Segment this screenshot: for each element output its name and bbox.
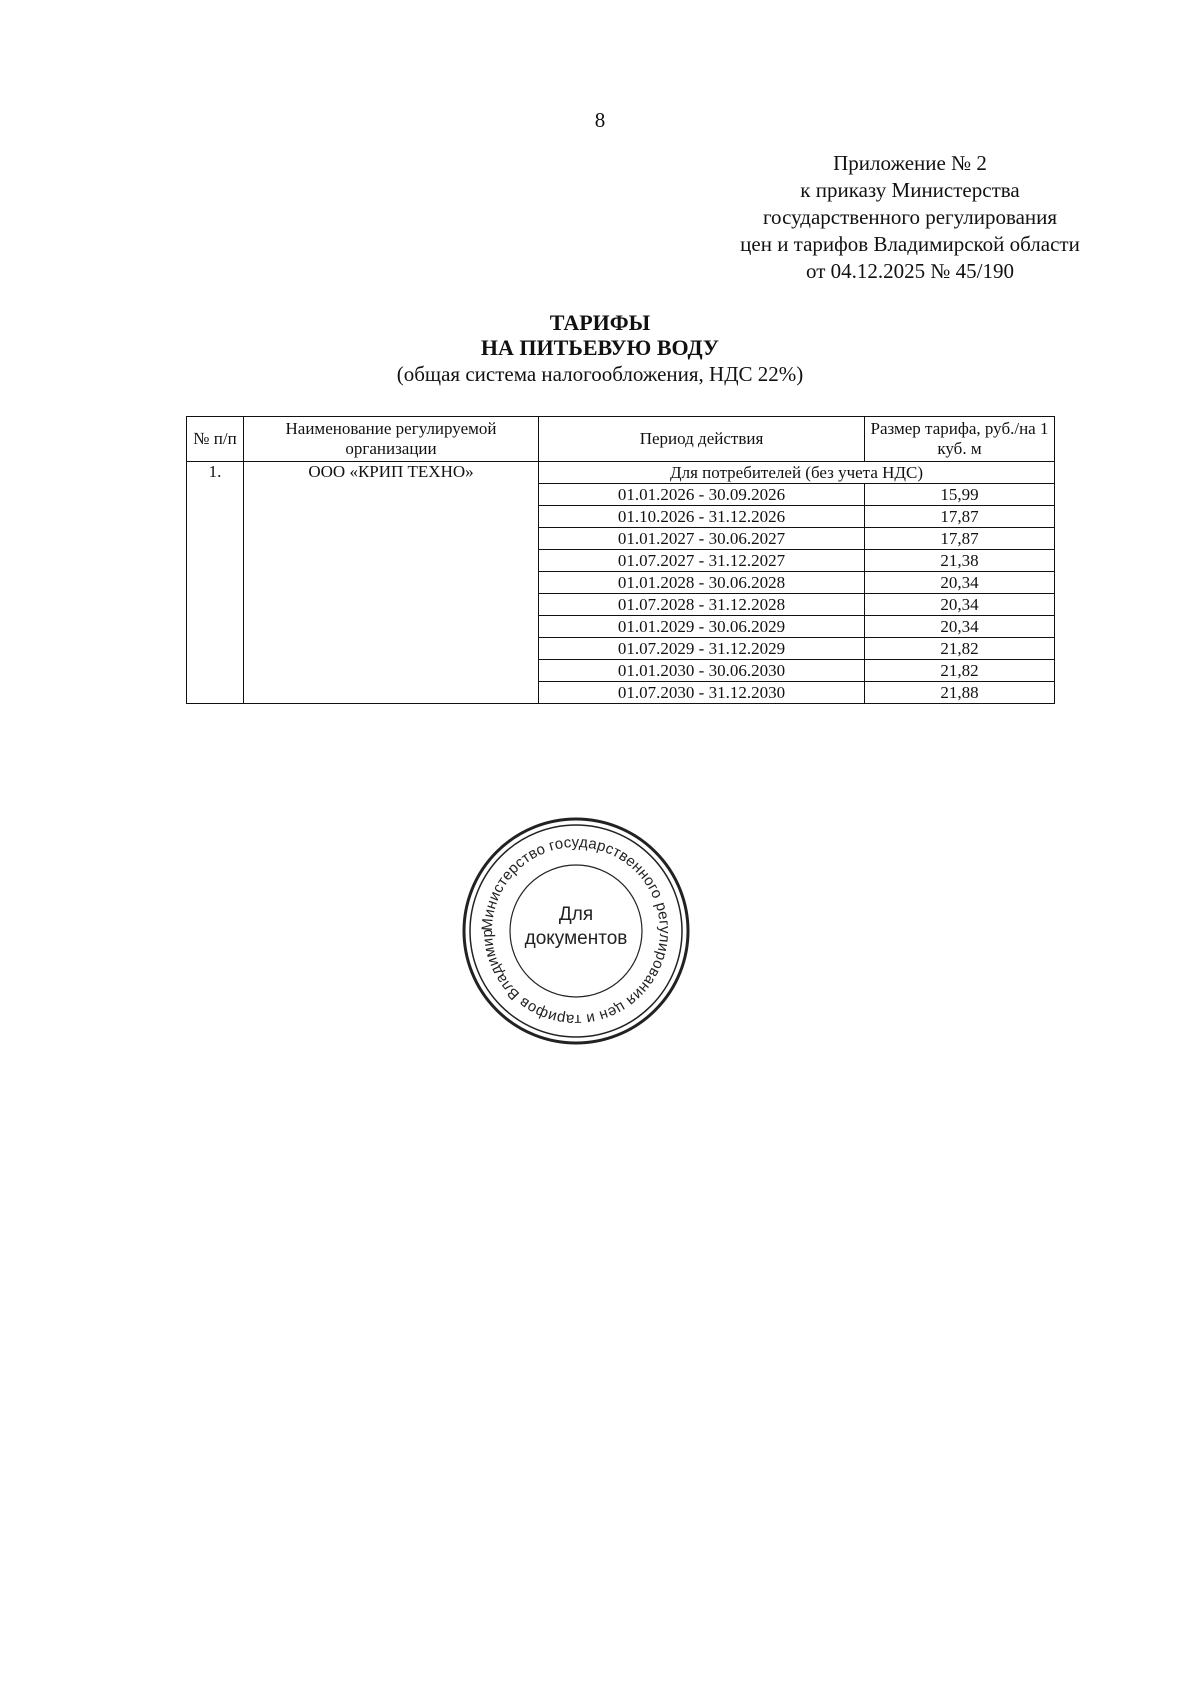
period-cell: 01.01.2029 - 30.06.2029 — [539, 616, 865, 638]
rate-cell: 17,87 — [865, 528, 1055, 550]
period-cell: 01.01.2030 - 30.06.2030 — [539, 660, 865, 682]
table-row — [187, 462, 1055, 484]
consumer-category: Для потребителей (без учета НДС) — [539, 462, 1055, 484]
rate-cell: 20,34 — [865, 594, 1055, 616]
title-line: ТАРИФЫ — [549, 310, 651, 335]
period-cell: 01.07.2028 - 31.12.2028 — [539, 594, 865, 616]
period-cell: 01.01.2027 - 30.06.2027 — [539, 528, 865, 550]
period-cell: 01.07.2029 - 31.12.2029 — [539, 638, 865, 660]
header-period: Период действия — [539, 417, 865, 462]
title-line: НА ПИТЬЕВУЮ ВОДУ — [480, 335, 720, 360]
rate-cell: 20,34 — [865, 616, 1055, 638]
organization-name: ООО «КРИП ТЕХНО» — [244, 462, 539, 704]
rate-cell: 17,87 — [865, 506, 1055, 528]
rate-cell: 21,38 — [865, 550, 1055, 572]
period-cell: 01.07.2027 - 31.12.2027 — [539, 550, 865, 572]
appendix-line: цен и тарифов Владимирской области — [740, 232, 1080, 256]
page-number: 8 — [594, 108, 606, 132]
header-num: № п/п — [187, 417, 244, 462]
appendix-line: к приказу Министерства — [800, 178, 1020, 202]
tariff-table — [186, 416, 1055, 704]
appendix-reference — [700, 150, 1120, 285]
appendix-line: от 04.12.2025 № 45/190 — [805, 259, 1015, 283]
appendix-line: государственного регулирования — [762, 205, 1058, 229]
period-cell: 01.01.2028 - 30.06.2028 — [539, 572, 865, 594]
stamp-ring-text: Министерство государственного регулирования цен и тарифов Владимир — [478, 833, 674, 1029]
stamp-center-text — [460, 903, 692, 951]
stamp-line: Для — [558, 904, 594, 925]
rate-cell: 21,82 — [865, 660, 1055, 682]
period-cell: 01.10.2026 - 31.12.2026 — [539, 506, 865, 528]
appendix-line: Приложение № 2 — [833, 151, 987, 175]
header-organization: Наименование регулируемой организации — [244, 417, 539, 462]
official-stamp — [460, 815, 692, 1047]
title-subtitle: (общая система налогообложения, НДС 22%) — [396, 362, 804, 386]
rate-cell: 21,88 — [865, 682, 1055, 704]
stamp-line: документов — [524, 928, 628, 949]
period-cell: 01.01.2026 - 30.09.2026 — [539, 484, 865, 506]
rate-cell: 15,99 — [865, 484, 1055, 506]
rate-cell: 20,34 — [865, 572, 1055, 594]
period-cell: 01.07.2030 - 31.12.2030 — [539, 682, 865, 704]
header-rate: Размер тарифа, руб./на 1 куб. м — [865, 417, 1055, 462]
document-title — [0, 310, 1200, 388]
table-header-row — [187, 417, 1055, 462]
rate-cell: 21,82 — [865, 638, 1055, 660]
row-number: 1. — [187, 462, 244, 704]
